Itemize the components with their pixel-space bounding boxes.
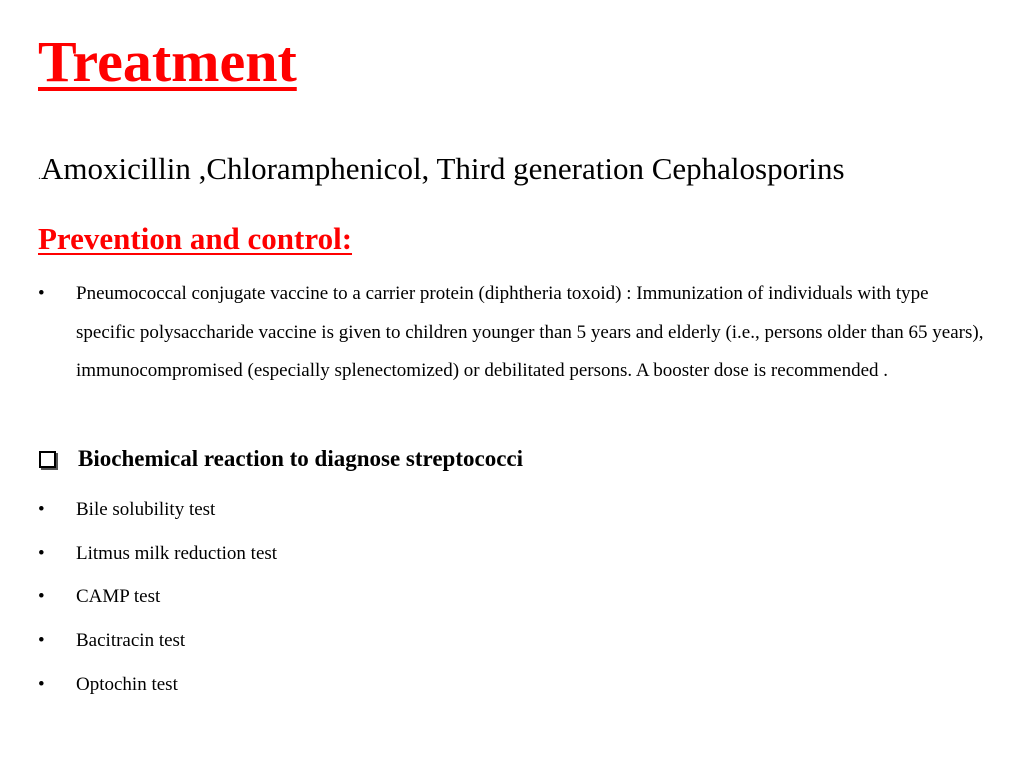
prevention-paragraph <box>38 275 988 391</box>
checkbox-icon <box>39 451 56 468</box>
bullet-icon: • <box>38 673 45 695</box>
test-label: CAMP test <box>76 586 161 608</box>
list-item <box>38 532 638 576</box>
treatment-text: Amoxicillin ,Chloramphenicol, Third generation Cephalosporins <box>41 151 845 186</box>
test-label: Bacitracin test <box>76 629 186 651</box>
treatment-drugs <box>38 150 845 187</box>
list-item <box>38 663 638 707</box>
list-item <box>38 275 988 391</box>
list-item <box>38 575 638 619</box>
biochemical-heading-row <box>38 443 523 475</box>
bullet-icon: • <box>38 498 45 520</box>
prevention-text: Pneumococcal conjugate vaccine to a carrier protein (diphtheria toxoid) : Immunization of individuals with type specific polysaccharide vaccine is given to children younger than 5 years and elderly (i.e., persons older than 65 years), immunocompromised (especially splenectomized) or debilitated persons. A booster dose is recommended . <box>76 283 984 381</box>
test-label: Litmus milk reduction test <box>76 542 278 564</box>
biochemical-heading: Biochemical reaction to diagnose streptococci <box>78 446 524 471</box>
bullet-icon: • <box>38 629 45 651</box>
test-list <box>38 488 638 706</box>
list-item <box>38 619 638 663</box>
treatment-prefix: . <box>38 168 41 182</box>
prevention-heading: Prevention and control: <box>38 221 353 256</box>
list-item <box>38 488 638 532</box>
bullet-icon: • <box>38 283 45 304</box>
slide-title: Treatment <box>38 29 297 94</box>
test-label: Bile solubility test <box>76 498 216 520</box>
test-label: Optochin test <box>76 673 178 695</box>
bullet-icon: • <box>38 542 45 564</box>
bullet-icon: • <box>38 586 45 608</box>
